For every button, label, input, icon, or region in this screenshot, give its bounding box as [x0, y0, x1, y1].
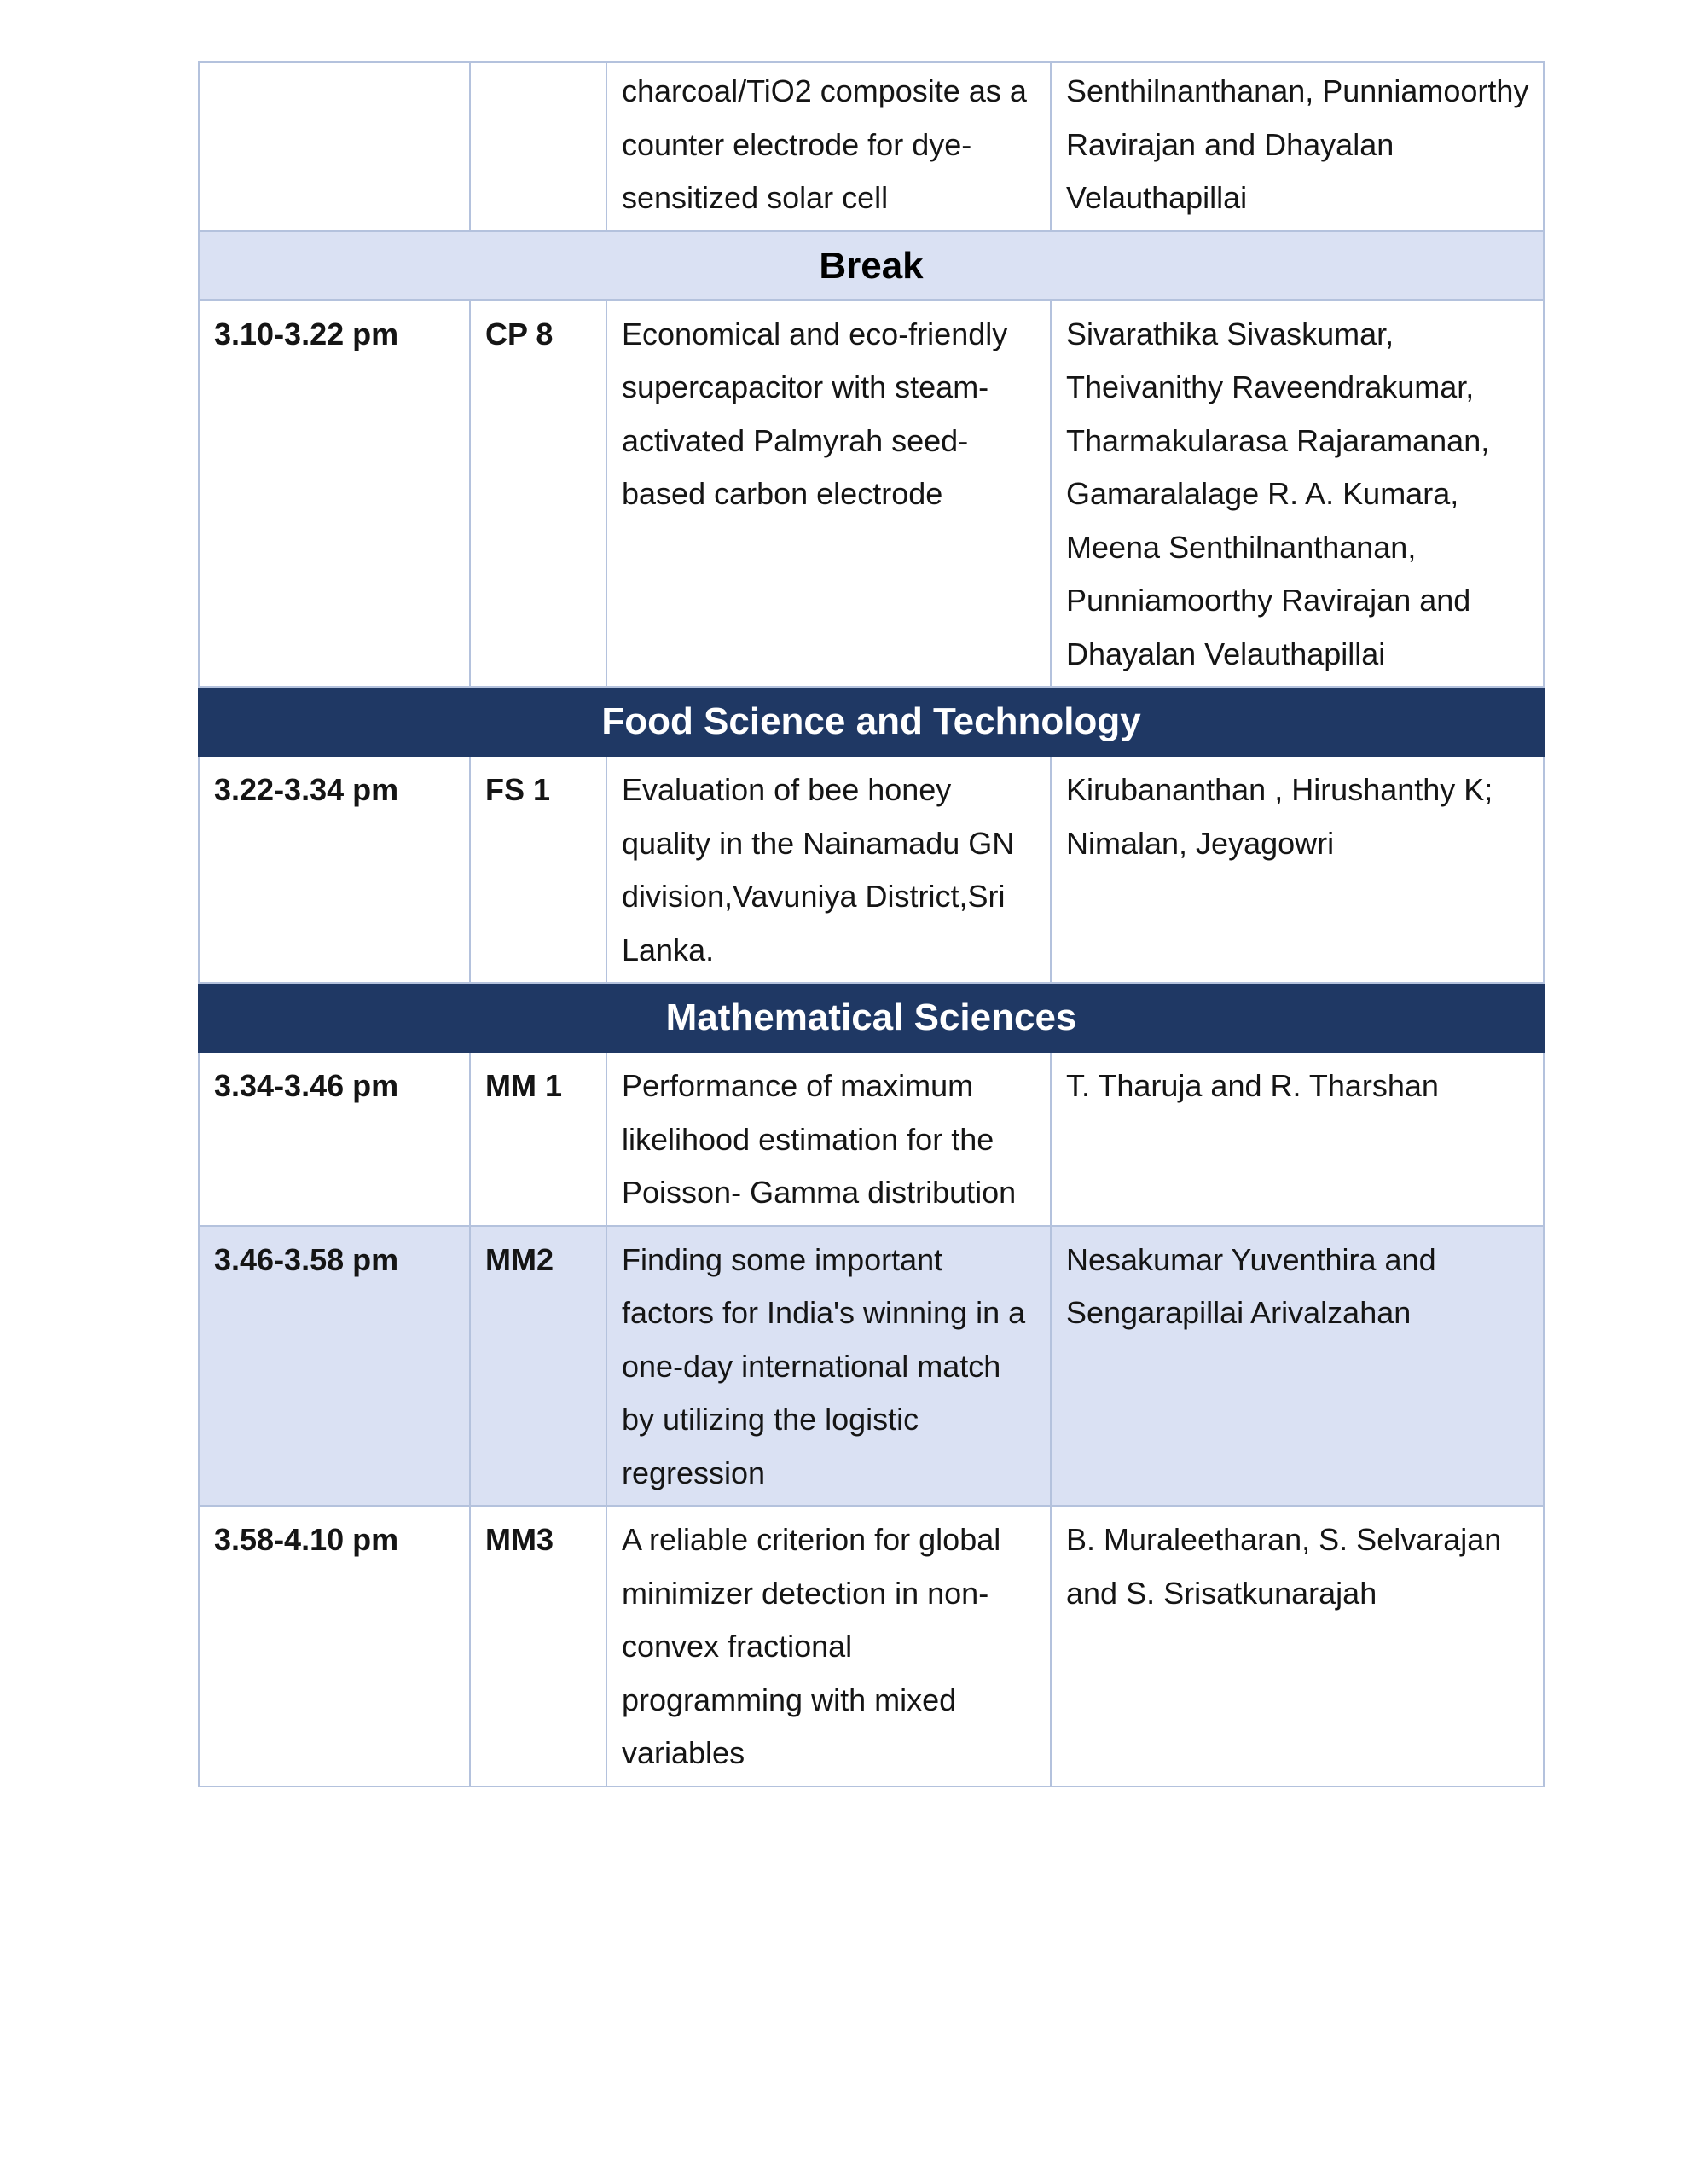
authors-cell: Kirubananthan , Hirushanthy K; Nimalan, Jeyagowri	[1051, 756, 1544, 983]
title-cell: Finding some important factors for India's winning in a one-day international match by utilizing the logistic regression	[606, 1226, 1051, 1507]
table-row	[199, 1226, 1544, 1507]
code-cell: MM 1	[470, 1052, 606, 1226]
authors-cell: T. Tharuja and R. Tharshan	[1051, 1052, 1544, 1226]
section-heading: Mathematical Sciences	[199, 983, 1544, 1052]
title-cell: charcoal/TiO2 composite as a counter electrode for dye-sensitized solar cell	[606, 62, 1051, 231]
authors-cell: B. Muraleetharan, S. Selvarajan and S. Srisatkunarajah	[1051, 1506, 1544, 1786]
title-cell: Economical and eco-friendly supercapacitor with steam-activated Palmyrah seed-based carbon electrode	[606, 300, 1051, 688]
time-cell	[199, 62, 470, 231]
authors-cell: Nesakumar Yuventhira and Sengarapillai Arivalzahan	[1051, 1226, 1544, 1507]
table-row	[199, 1052, 1544, 1226]
time-cell: 3.34-3.46 pm	[199, 1052, 470, 1226]
authors-cell: Senthilnanthanan, Punniamoorthy Ravirajan and Dhayalan Velauthapillai	[1051, 62, 1544, 231]
code-cell: MM3	[470, 1506, 606, 1786]
schedule-table	[198, 61, 1545, 1787]
time-cell: 3.58-4.10 pm	[199, 1506, 470, 1786]
table-row	[199, 300, 1544, 688]
break-label: Break	[199, 231, 1544, 300]
code-cell: FS 1	[470, 756, 606, 983]
table-row	[199, 62, 1544, 231]
table-row	[199, 756, 1544, 983]
table-row	[199, 1506, 1544, 1786]
title-cell: A reliable criterion for global minimizer detection in non-convex fractional programming with mixed variables	[606, 1506, 1051, 1786]
code-cell: CP 8	[470, 300, 606, 688]
section-header-row	[199, 687, 1544, 756]
time-cell: 3.46-3.58 pm	[199, 1226, 470, 1507]
title-cell: Performance of maximum likelihood estimation for the Poisson- Gamma distribution	[606, 1052, 1051, 1226]
time-cell: 3.10-3.22 pm	[199, 300, 470, 688]
break-row	[199, 231, 1544, 300]
code-cell	[470, 62, 606, 231]
title-cell: Evaluation of bee honey quality in the Nainamadu GN division,Vavuniya District,Sri Lanka.	[606, 756, 1051, 983]
code-cell: MM2	[470, 1226, 606, 1507]
section-heading: Food Science and Technology	[199, 687, 1544, 756]
time-cell: 3.22-3.34 pm	[199, 756, 470, 983]
section-header-row	[199, 983, 1544, 1052]
authors-cell: Sivarathika Sivaskumar, Theivanithy Raveendrakumar, Tharmakularasa Rajaramanan, Gamaralalage R. A. Kumara, Meena Senthilnanthanan, Punniamoorthy Ravirajan and Dhayalan Velauthapillai	[1051, 300, 1544, 688]
